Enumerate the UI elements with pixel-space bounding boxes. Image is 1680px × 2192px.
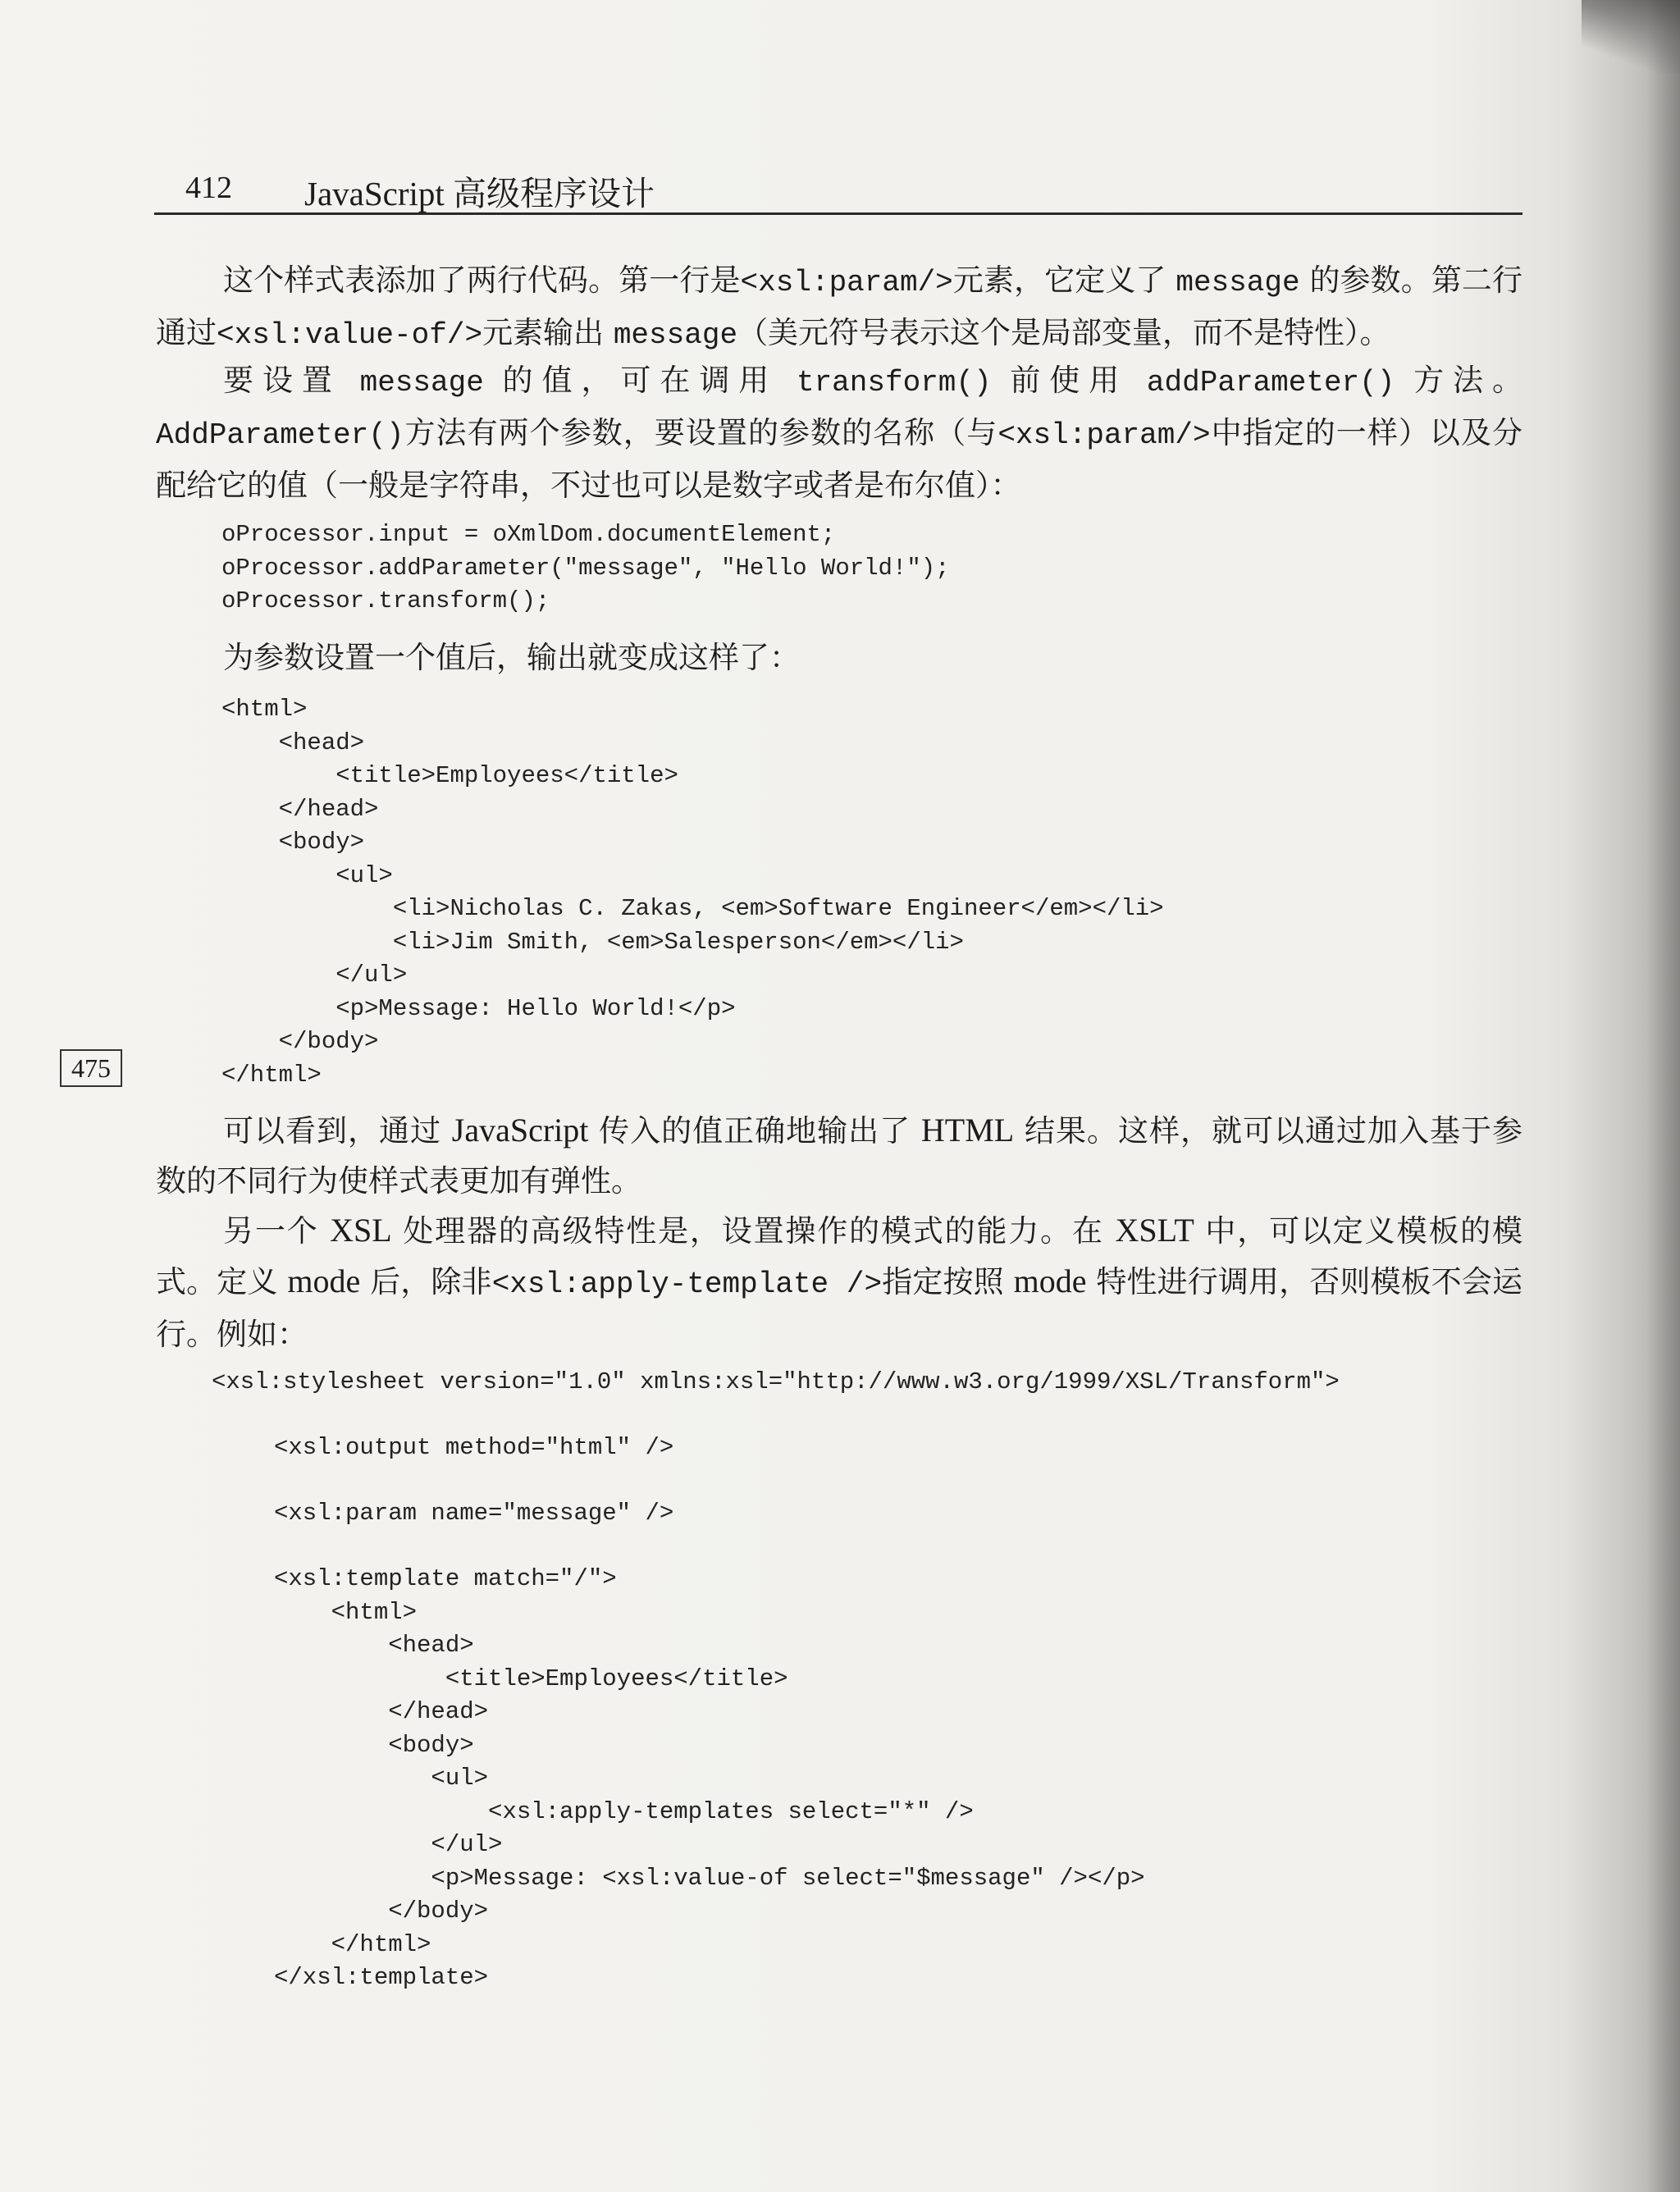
inline-term: XSL (330, 1212, 392, 1249)
para-text: （美元符号表示这个是局部变量，而不是特性）。 (737, 315, 1390, 350)
para-text: 中，可以定义模板的模式。定义 (156, 1213, 1523, 1299)
code-block-stylesheet-open: <xsl:stylesheet version="1.0" xmlns:xsl="http://www.w3.org/1999/XSL/Transform"> (212, 1368, 1340, 1395)
para-text: 要设置 (223, 363, 360, 398)
code-block-param-element: <xsl:param name="message" /> (274, 1500, 674, 1527)
page-number: 412 (185, 171, 232, 205)
running-header (154, 163, 1522, 215)
para-text: 特性进行调用，否则模板不会运行。例如： (156, 1264, 1523, 1352)
inline-term: mode (1013, 1263, 1087, 1299)
para-text: 这个样式表添加了两行代码。第一行是 (223, 263, 741, 298)
para-text: 的值，可在调用 (483, 363, 797, 398)
code-block-output-element: <xsl:output method="html" /> (274, 1434, 674, 1461)
inline-code: <xsl:apply-template /> (491, 1267, 883, 1301)
para-text: 结果。这样，就可以通过加入基于参数的不同行为使样式表更加有弹性。 (156, 1113, 1523, 1199)
para-text: 中指定的一样）以及分配给它的值（一般是字符串，不过也可以是数字或者是布尔值）： (156, 415, 1523, 503)
inline-term: JavaScript (451, 1112, 589, 1149)
inline-code: <xsl:param/> (740, 266, 953, 299)
para-text: 另一个 (223, 1213, 331, 1249)
inline-code: AddParameter() (156, 418, 404, 452)
book-title: JavaScript 高级程序设计 (304, 175, 655, 212)
para-text: 处理器的高级特性是，设置操作的模式的能力。在 (391, 1213, 1116, 1249)
para-text: 元素，它定义了 (952, 263, 1176, 298)
inline-code: message (613, 318, 738, 352)
inline-code: <xsl:param/> (998, 418, 1211, 452)
inline-term: XSLT (1115, 1212, 1194, 1249)
paragraph-addparameter (156, 355, 1522, 510)
para-text: 元素输出 (482, 315, 614, 350)
para-text: 方法有两个参数，要设置的参数的名称（与 (404, 415, 998, 450)
paragraph-stylesheet-explanation (156, 255, 1522, 360)
inline-code: message (1176, 266, 1300, 299)
para-text: 可以看到，通过 (223, 1113, 452, 1149)
para-text: 传入的值正确地输出了 (588, 1113, 921, 1149)
para-text: 的参数。第二行通过 (156, 263, 1523, 350)
paragraph-output-intro: 为参数设置一个值后，输出就变成这样了： (223, 640, 800, 675)
inline-code: <xsl:value-of/> (217, 318, 483, 352)
code-block-html-output: <html> <head> <title>Employees</title> </head> <body> <ul> <li>Nicholas C. Zakas, <em>Software Engineer</em></li> <li>Jim Smith, <em>Salesperson</em></li> </ul> <p>Message: Hello World!</p> </body> </html> (221, 696, 1164, 1089)
para-text: 方法。 (1395, 363, 1523, 398)
page-edge-shadow (1647, 0, 1680, 2192)
code-block-template-element: <xsl:template match="/"> <html> <head> <title>Employees</title> </head> <body> <ul> <xsl:apply-templates select="*" /> </ul> <p>Message: <xsl:value-of select="$message" /></p> </body> </html> </xsl:template> (274, 1565, 1145, 1991)
paragraph-mode-feature (156, 1205, 1522, 1359)
para-text: 后，除非 (360, 1264, 492, 1299)
margin-page-reference: 475 (60, 1049, 122, 1087)
inline-code: message (359, 366, 484, 400)
inline-term: mode (287, 1263, 361, 1299)
para-text: 前使用 (991, 363, 1147, 398)
inline-code: transform() (796, 366, 992, 400)
inline-code: addParameter() (1146, 366, 1395, 400)
inline-term: HTML (920, 1112, 1015, 1149)
para-text: 指定按照 (882, 1264, 1014, 1299)
code-block-addparameter: oProcessor.input = oXmlDom.documentElement; oProcessor.addParameter("message", "Hello World!"); oProcessor.transform(); (221, 521, 950, 614)
paragraph-result-explanation (156, 1105, 1522, 1206)
